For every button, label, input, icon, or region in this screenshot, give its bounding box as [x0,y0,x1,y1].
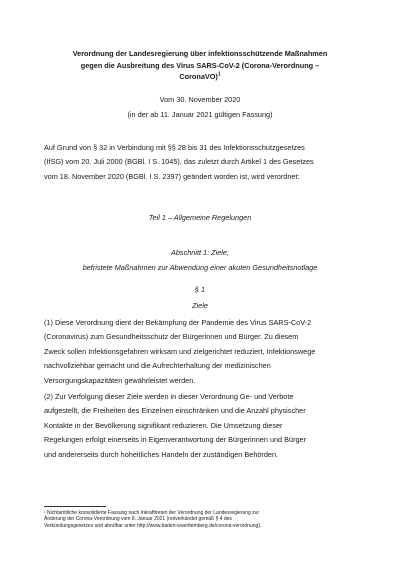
part-heading: Teil 1 – Allgemeine Regelungen [148,213,252,222]
paragraph-line: und andererseits durch hoheitliches Handeln der zuständigen Behörden. [44,449,279,459]
footnote-divider [44,506,106,507]
paragraph-2 [44,390,356,462]
paragraph-line: (Coronavirus) zum Gesundheitsschutz der Bürgerinnen und Bürger. Zu diesem [44,332,299,342]
paragraph-line: (1) Diese Verordnung dient der Bekämpfung der Pandemie des Virus SARS-CoV-2 [44,318,312,327]
footnote [44,510,356,529]
version-note: (in der ab 11. Januar 2021 gültigen Fassung) [127,110,273,119]
paragraph-1 [44,316,356,388]
preamble-line: (IfSG) vom 20. Juli 2000 (BGBl. I S. 1045), das zuletzt durch Artikel 1 des Gesetzes [44,157,314,167]
title-line: gegen die Ausbreitung des Virus SARS-CoV-2 (Corona-Verordnung – [80,60,320,70]
paragraph-line: Kontakte in der Bevölkerung signifikant reduzieren. Die Umsetzung dieser [44,420,283,430]
footnote-line: Änderung der Corona-Verordnung vom 8. Januar 2021 (notverkündet gemäß § 4 des [44,516,232,523]
section-line: befristete Maßnahmen zur Abwendung einer akuten Gesundheitsnotlage [82,263,318,272]
ordinance-date: Vom 30. November 2020 [159,95,241,104]
section-heading [44,245,356,275]
ordinance-title [44,48,356,83]
footnote-mark: 1 [217,71,221,78]
title-line [44,71,356,83]
section-line: Abschnitt 1: Ziele, [171,248,229,257]
preamble-line: Auf Grund von § 32 in Verbindung mit §§ 28 bis 31 des Infektionsschutzgesetzes [44,143,305,152]
paragraph-number: § 1 [194,285,206,294]
paragraph-line: nachvollziehbar gemacht und die Aufrechterhaltung der medizinischen [44,361,271,371]
paragraph-title: Ziele [192,301,208,310]
title-line-text: CoronaVO) [179,72,218,81]
footnote-line: ¹ Nichtamtliche konsolidierte Fassung nach Inkrafttreten der Verordnung der Landesregierung zur [44,510,260,516]
paragraph-line: Regelungen erfolgt einerseits in Eigenverantwortung der Bürgerinnen und Bürger [44,435,307,445]
paragraph-line: Zweck sollen Infektionsgefahren wirksam und zielgerichtet reduziert, Infektionswege [44,346,316,356]
paragraph-line: aufgestellt, die Freiheiten des Einzelnen einschränken und die Anzahl physischer [44,406,306,416]
preamble-line: vom 18. November 2020 (BGBl. I S. 2397) geändert worden ist, wird verordnet: [44,171,300,181]
footnote-link-line[interactable]: Verkündungsgesetzes und abrufbar unter http://www.baden-wuerttemberg.de/corona-verordnung). [44,522,262,529]
paragraph-line: (2) Zur Verfolgung dieser Ziele werden in dieser Verordnung Ge- und Verbote [44,392,294,401]
title-line: Verordnung der Landesregierung über infektionsschützende Maßnahmen [72,49,328,58]
preamble [44,141,356,184]
paragraph-line: Versorgungskapazitäten gewährleistet werden. [44,375,196,385]
